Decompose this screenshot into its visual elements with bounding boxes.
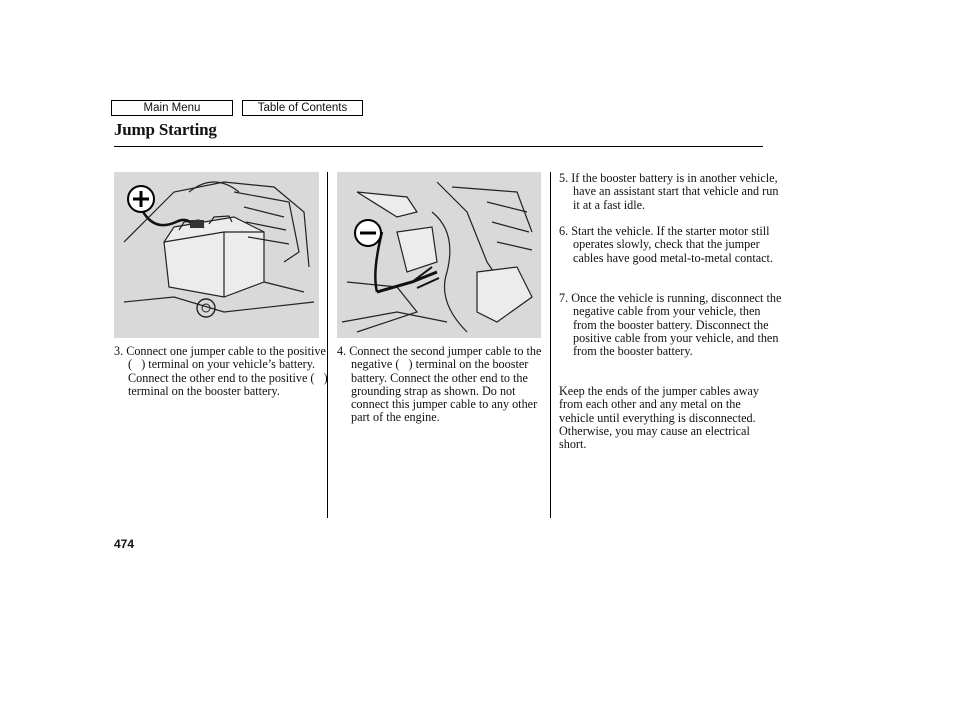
battery-positive-drawing <box>114 172 319 338</box>
page-title: Jump Starting <box>114 120 217 139</box>
step-4-text: 4. Connect the second jumper cable to the negative ( ) terminal on the booster battery. Connect the other end to the grounding strap as shown. Do not connect this jumper cable to any other part of the engine. <box>337 344 542 425</box>
table-of-contents-button[interactable]: Table of Contents <box>242 100 363 116</box>
positive-terminal-illustration <box>114 172 319 338</box>
positive-sign-icon <box>128 186 154 212</box>
negative-sign-icon <box>355 220 381 246</box>
page-number: 474 <box>114 537 135 551</box>
caution-note-text: Keep the ends of the jumper cables away from each other and any metal on the vehicle until everything is disconnected. Otherwise, you may cause an electrical short. <box>559 384 759 452</box>
step-3-text: 3. Connect one jumper cable to the positive ( ) terminal on your vehicle’s battery. Connect the other end to the positive ( ) terminal on the booster battery. <box>114 344 328 398</box>
step-6-text: 6. Start the vehicle. If the starter motor still operates slowly, check that the jumper cables have good metal-to-metal contact. <box>559 224 773 265</box>
grounding-strap-drawing <box>337 172 541 338</box>
main-menu-button[interactable]: Main Menu <box>111 100 233 116</box>
negative-terminal-illustration <box>337 172 541 338</box>
step-7-text: 7. Once the vehicle is running, disconnect the negative cable from your vehicle, then from the booster battery. Disconnect the positive cable from your vehicle, and then from the booster battery. <box>559 291 782 359</box>
title-divider <box>114 146 763 147</box>
step-5-text: 5. If the booster battery is in another vehicle, have an assistant start that vehicle and run it at a fast idle. <box>559 171 779 212</box>
jumper-cable-icon <box>142 210 192 225</box>
column-divider-right <box>550 172 551 518</box>
